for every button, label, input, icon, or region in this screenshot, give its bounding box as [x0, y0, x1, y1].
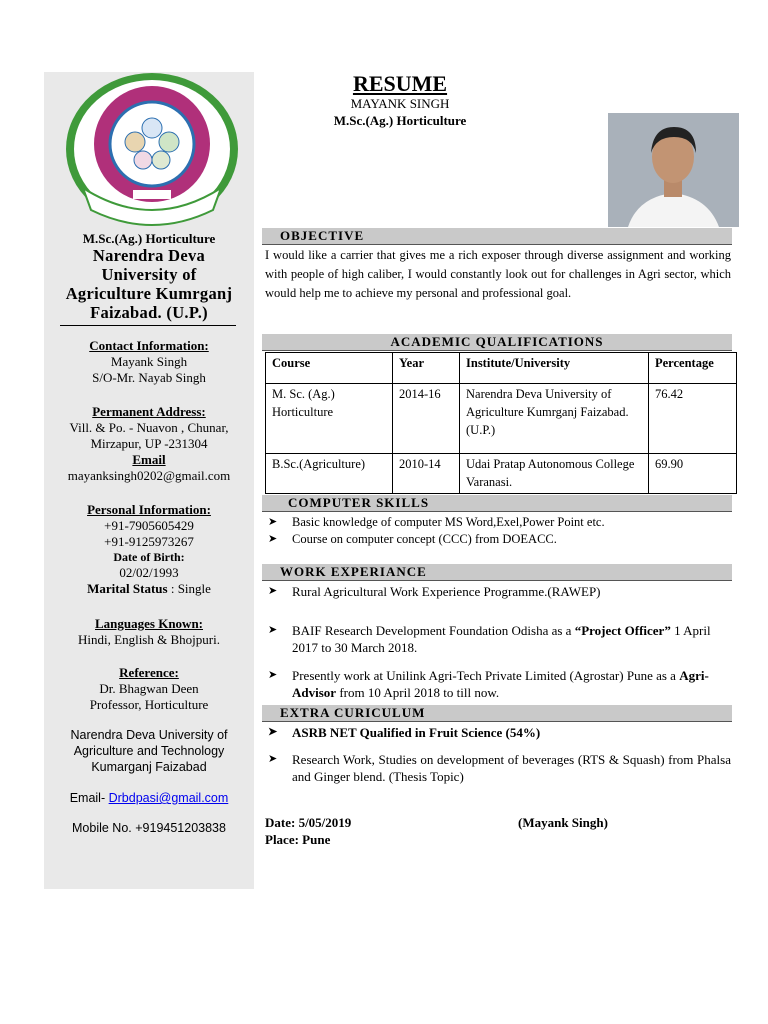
- signature-name: (Mayank Singh): [518, 815, 608, 830]
- sidebar-university-name: Narendra Deva University of Agriculture Kumrganj Faizabad. (U.P.): [65, 246, 233, 322]
- candidate-degree: M.Sc.(Ag.) Horticulture: [333, 113, 467, 128]
- arrowhead-bullet-icon: ➤: [268, 669, 278, 681]
- work-experience-list: [265, 583, 715, 701]
- reference-email-link[interactable]: Drbdpasi@gmail.com: [108, 791, 229, 805]
- list-item: ➤ Presently work at Unilink Agri-Tech Private Limited (Agrostar) Pune as a Agri- Advisor from 10 April 2018 to till now.: [268, 668, 709, 700]
- arrowhead-bullet-icon: ➤: [268, 624, 278, 636]
- candidate-name: MAYANK SINGH: [350, 96, 450, 111]
- work-experience-heading: WORK EXPERIANCE: [262, 564, 732, 581]
- extra-curriculum-list: [265, 724, 731, 785]
- person-silhouette-icon: [608, 113, 739, 227]
- contact-email: mayanksingh0202@gmail.com: [67, 468, 231, 483]
- languages-block: Languages Known: Hindi, English & Bhojpuri.: [78, 616, 220, 647]
- arrowhead-bullet-icon: ➤: [268, 533, 278, 545]
- sidebar-degree: M.Sc.(Ag.) Horticulture: [82, 231, 216, 246]
- arrowhead-bullet-icon: ➤: [268, 516, 278, 528]
- reference-block: Reference: Dr. Bhagwan Deen Professor, Horticulture: [89, 665, 209, 712]
- resume-date: Date: 5/05/2019: [265, 815, 352, 830]
- list-item: ➤ Basic knowledge of computer MS Word,Exel,Power Point etc.: [268, 515, 605, 529]
- reference-mobile: Mobile No. +919451203838: [72, 821, 226, 835]
- arrowhead-bullet-icon: ➤: [268, 726, 278, 738]
- academic-heading: ACADEMIC QUALIFICATIONS: [262, 334, 732, 351]
- permanent-address-block: Permanent Address: Vill. & Po. - Nuavon , Chunar, Mirzapur, UP -231304 Email mayanksingh0202@gmail.com: [44, 404, 254, 484]
- personal-info-block: Personal Information: +91-7905605429 +91-9125973267 Date of Birth: 02/02/1993 Marital Status : Single: [44, 502, 254, 597]
- arrowhead-bullet-icon: ➤: [268, 585, 278, 597]
- extra-curriculum-heading: EXTRA CURICULUM: [262, 705, 732, 722]
- contact-info-block: Contact Information: Mayank Singh S/O-Mr. Nayab Singh: [89, 338, 209, 385]
- list-item: ➤ Research Work, Studies on development of beverages (RTS & Squash) from Phalsa and Ginger blend. (Thesis Topic): [268, 752, 731, 784]
- list-item: ➤ ASRB NET Qualified in Fruit Science (54%): [268, 725, 541, 740]
- arrowhead-bullet-icon: ➤: [268, 753, 278, 765]
- resume-place: Place: Pune: [265, 832, 331, 847]
- table-header-row: Course Year Institute/University Percentage: [266, 353, 737, 384]
- list-item: ➤ BAIF Research Development Foundation Odisha as a “Project Officer” 1 April 2017 to 30 March 2018.: [268, 623, 711, 655]
- reference-email: Email- Drbdpasi@gmail.com: [69, 791, 229, 805]
- marital-status: Marital Status : Single: [87, 581, 211, 596]
- profile-photo: [608, 113, 739, 227]
- university-seal-logo: [63, 70, 241, 228]
- computer-skills-heading: COMPUTER SKILLS: [262, 495, 732, 512]
- resume-title: RESUME: [352, 71, 448, 96]
- reference-university-block: Narendra Deva University of Agriculture and Technology Kumarganj Faizabad Email- Drbdpasi@gmail.com Mobile No. +919451203838: [44, 727, 254, 836]
- list-item: ➤ Rural Agricultural Work Experience Programme.(RAWEP): [268, 584, 601, 599]
- table-row: B.Sc.(Agriculture) 2010-14 Udai Pratap Autonomous College Varanasi. 69.90: [266, 454, 737, 494]
- computer-skills-list: [265, 514, 605, 548]
- list-item: ➤ Course on computer concept (CCC) from DOEACC.: [268, 532, 557, 546]
- objective-text: I would like a carrier that gives me a rich exposer through diverse assignment and working with people of high caliber, I would constantly look out for challenges in Agri sector, which would help me to achieve my personal and professional goal.: [265, 248, 731, 300]
- sidebar-divider: [60, 325, 236, 326]
- objective-heading: OBJECTIVE: [262, 228, 732, 245]
- table-row: M. Sc. (Ag.) Horticulture 2014-16 Narendra Deva University of Agriculture Kumrganj Faizabad. (U.P.) 76.42: [266, 384, 737, 454]
- academic-table: [265, 352, 737, 494]
